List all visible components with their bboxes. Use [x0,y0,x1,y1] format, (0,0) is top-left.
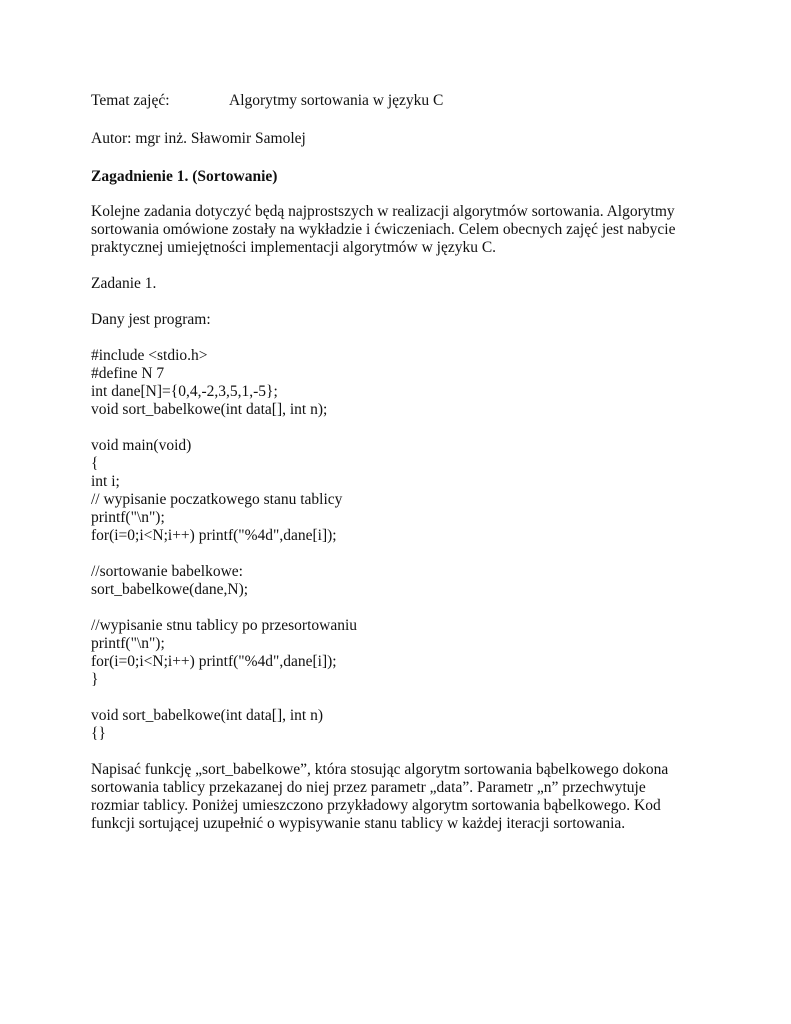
closing-paragraph [91,761,711,833]
code-line: void main(void) [91,437,192,454]
code-line: sort_babelkowe(dane,N); [91,581,249,598]
topic-label: Temat zajęć: [91,92,170,109]
code-line: {} [91,725,106,742]
code-block-sort-call [91,563,711,599]
section-title: Zagadnienie 1. (Sortowanie) [91,168,278,185]
code-line: { [91,455,99,472]
intro-line: sortowania omówione zostały na wykładzie i ćwiczeniach. Celem obecnych zajęć jest nabycie [91,221,676,238]
code-line: // wypisanie poczatkowego stanu tablicy [91,491,343,508]
code-line: printf("\n"); [91,635,165,652]
closing-line: sortowania tablicy przekazanej do niej przez parametr „data”. Parametr „n” przechwytuje [91,779,646,796]
code-line: #define N 7 [91,365,165,382]
code-line: printf("\n"); [91,509,165,526]
code-line: } [91,671,99,688]
code-line: //wypisanie stnu tablicy po przesortowaniu [91,617,358,634]
code-line: int dane[N]={0,4,-2,3,5,1,-5}; [91,383,278,400]
author-line: Autor: mgr inż. Sławomir Samolej [91,130,306,147]
closing-line: rozmiar tablicy. Poniżej umieszczono przykładowy algorytm sortowania bąbelkowego. Kod [91,797,661,814]
code-line: #include <stdio.h> [91,347,208,364]
intro-paragraph [91,203,711,257]
document-page [91,92,711,833]
code-block-main [91,437,711,545]
code-block-declarations [91,347,711,419]
code-block-print-sorted [91,617,711,689]
topic-value: Algorytmy sortowania w języku C [229,92,444,109]
closing-line: funkcji sortującej uzupełnić o wypisywanie stanu tablicy w każdej iteracji sortowania. [91,815,626,832]
code-line: for(i=0;i<N;i++) printf("%4d",dane[i]); [91,653,337,670]
code-line: int i; [91,473,120,490]
task-intro: Dany jest program: [91,311,211,328]
closing-line: Napisać funkcję „sort_babelkowe”, która stosując algorytm sortowania bąbelkowego dokona [91,761,669,778]
code-line: void sort_babelkowe(int data[], int n); [91,401,328,418]
code-block-function-def [91,707,711,743]
intro-line: Kolejne zadania dotyczyć będą najprostszych w realizacji algorytmów sortowania. Algorytmy [91,203,675,220]
code-line: for(i=0;i<N;i++) printf("%4d",dane[i]); [91,527,337,544]
intro-line: praktycznej umiejętności implementacji algorytmów w języku C. [91,239,497,256]
code-line: void sort_babelkowe(int data[], int n) [91,707,324,724]
topic-row [91,92,711,110]
task-title: Zadanie 1. [91,275,157,292]
code-line: //sortowanie babelkowe: [91,563,243,580]
